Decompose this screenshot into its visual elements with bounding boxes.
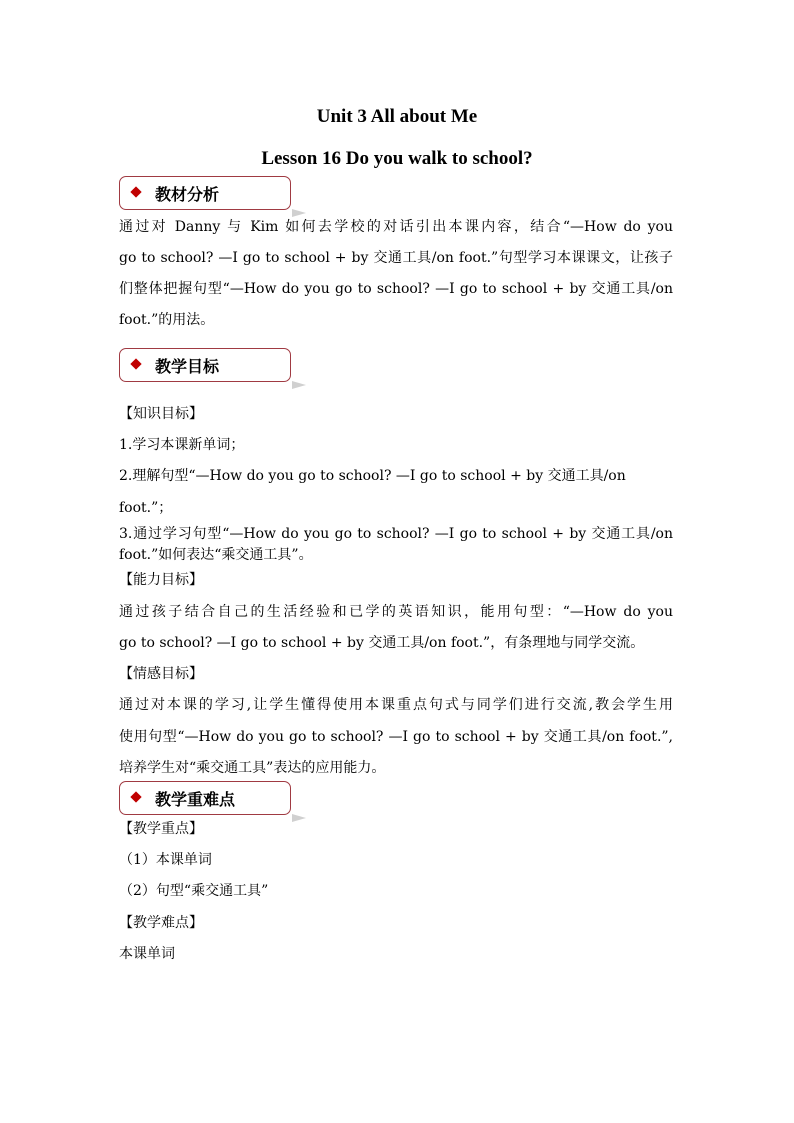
difficulty-label: 【教学难点】: [119, 915, 203, 931]
heading-shadow: [292, 814, 306, 822]
difficulty-item: 本课单词: [119, 946, 175, 962]
section-heading-label: 教学目标: [155, 357, 220, 376]
focus-item: （2）句型“乘交通工具”: [119, 883, 269, 899]
focus-label: 【教学重点】: [119, 821, 203, 837]
knowledge-line: 3.通过学习句型“—How do you go to school? —I go to school + by 交通工具/on: [119, 526, 673, 542]
knowledge-line: foot.”；: [119, 500, 173, 516]
lesson-title: Lesson 16 Do you walk to school?: [261, 148, 533, 169]
section-heading-analysis: [119, 176, 294, 213]
knowledge-goal-label: 【知识目标】: [119, 406, 203, 422]
heading-shadow: [292, 381, 306, 389]
ability-goal-label: 【能力目标】: [119, 572, 203, 588]
knowledge-line: 2.理解句型“—How do you go to school? —I go to school + by 交通工具/on: [119, 468, 626, 484]
section-heading-label: 教材分析: [155, 185, 220, 204]
ability-line: go to school? —I go to school + by 交通工具/on foot.”，有条理地与同学交流。: [119, 635, 645, 651]
emotion-line: 培养学生对“乘交通工具”表达的应用能力。: [119, 760, 386, 776]
analysis-line: 们整体把握句型“—How do you go to school? —I go to school + by 交通工具/on: [119, 281, 673, 297]
heading-shadow: [292, 209, 306, 217]
analysis-line: 通过对 Danny 与 Kim 如何去学校的对话引出本课内容，结合“—How do you: [119, 219, 673, 235]
emotion-line: 通过对本课的学习,让学生懂得使用本课重点句式与同学们进行交流,教会学生用: [119, 697, 673, 713]
emotion-line: 使用句型“—How do you go to school? —I go to school + by 交通工具/on foot.”,: [119, 729, 673, 745]
knowledge-line: 1.学习本课新单词；: [119, 437, 245, 453]
section-heading-key-points: [119, 781, 294, 818]
knowledge-line: foot.”如何表达“乘交通工具”。: [119, 547, 313, 563]
analysis-line: foot.”的用法。: [119, 312, 215, 328]
unit-title: Unit 3 All about Me: [316, 106, 478, 127]
section-heading-objectives: [119, 348, 294, 385]
analysis-line: go to school? —I go to school + by 交通工具/on foot.”句型学习本课课文，让孩子: [119, 250, 673, 266]
emotion-goal-label: 【情感目标】: [119, 666, 203, 682]
ability-line: 通过孩子结合自己的生活经验和已学的英语知识，能用句型：“—How do you: [119, 604, 673, 620]
section-heading-label: 教学重难点: [155, 790, 236, 809]
focus-item: （1）本课单词: [119, 852, 212, 868]
